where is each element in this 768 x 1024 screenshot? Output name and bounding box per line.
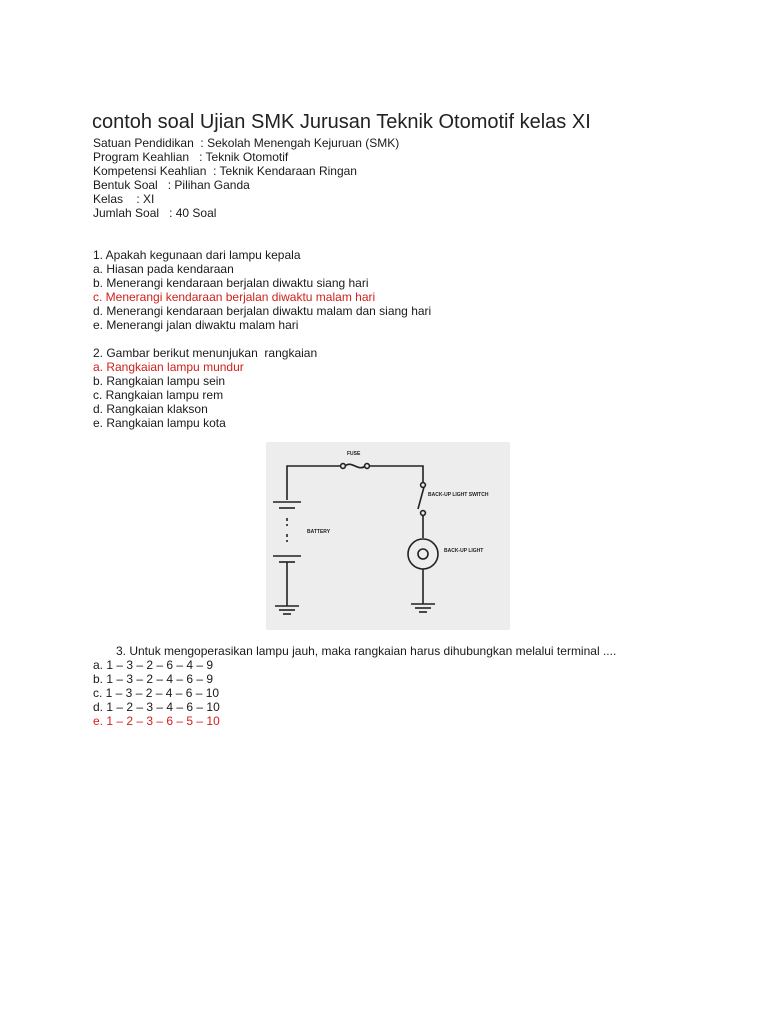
- battery-label: BATTERY: [307, 529, 331, 535]
- wire-top-right: [370, 466, 423, 482]
- switch-contact-top: [421, 483, 426, 488]
- circuit-svg: [266, 442, 510, 630]
- question-3: [93, 644, 616, 728]
- option-a-answer: a. Rangkaian lampu mundur: [93, 360, 244, 374]
- wire-top-left: [287, 466, 340, 500]
- question-stem: 3. Untuk mengoperasikan lampu jauh, maka rangkaian harus dihubungkan melalui terminal ....: [116, 644, 617, 658]
- option-d: d. 1 – 2 – 3 – 4 – 6 – 10: [93, 700, 220, 714]
- option-b: b. Menerangi kendaraan berjalan diwaktu siang hari: [93, 276, 369, 290]
- question-stem: 2. Gambar berikut menunjukan rangkaian: [93, 346, 318, 360]
- lamp-body: [408, 539, 438, 569]
- option-d: d. Rangkaian klakson: [93, 402, 208, 416]
- switch-contact-bottom: [421, 511, 426, 516]
- fuse-element: [345, 464, 365, 467]
- fuse-terminal-right: [365, 464, 370, 469]
- document-title: contoh soal Ujian SMK Jurusan Teknik Otomotif kelas XI: [92, 111, 591, 134]
- option-b: b. Rangkaian lampu sein: [93, 374, 226, 388]
- switch-label: BACK-UP LIGHT SWITCH: [428, 492, 489, 498]
- light-label: BACK-UP LIGHT: [444, 548, 484, 554]
- fuse-terminal-left: [341, 464, 346, 469]
- exam-info: [93, 136, 399, 220]
- option-d: d. Menerangi kendaraan berjalan diwaktu malam dan siang hari: [93, 304, 432, 318]
- option-e: e. Menerangi jalan diwaktu malam hari: [93, 318, 299, 332]
- question-2: [93, 346, 317, 430]
- question-1: [93, 248, 431, 332]
- option-b: b. 1 – 3 – 2 – 4 – 6 – 9: [93, 672, 214, 686]
- info-kelas: Kelas : XI: [93, 192, 155, 206]
- switch-blade: [418, 487, 424, 509]
- option-a: a. 1 – 3 – 2 – 6 – 4 – 9: [93, 658, 214, 672]
- option-a: a. Hiasan pada kendaraan: [93, 262, 234, 276]
- option-c: c. 1 – 3 – 2 – 4 – 6 – 10: [93, 686, 220, 700]
- option-e: e. Rangkaian lampu kota: [93, 416, 226, 430]
- info-kompetensi-keahlian: Kompetensi Keahlian : Teknik Kendaraan Ringan: [93, 164, 357, 178]
- option-e-answer: e. 1 – 2 – 3 – 6 – 5 – 10: [93, 714, 220, 728]
- info-jumlah-soal: Jumlah Soal : 40 Soal: [93, 206, 217, 220]
- lamp-filament: [418, 549, 428, 559]
- info-bentuk-soal: Bentuk Soal : Pilihan Ganda: [93, 178, 250, 192]
- backup-light-circuit-diagram: [266, 442, 510, 630]
- option-c-answer: c. Menerangi kendaraan berjalan diwaktu malam hari: [93, 290, 376, 304]
- info-program-keahlian: Program Keahlian : Teknik Otomotif: [93, 150, 289, 164]
- question-stem: 1. Apakah kegunaan dari lampu kepala: [93, 248, 301, 262]
- info-satuan-pendidikan: Satuan Pendidikan : Sekolah Menengah Kejuruan (SMK): [93, 136, 400, 150]
- fuse-label: FUSE: [347, 451, 361, 457]
- option-c: c. Rangkaian lampu rem: [93, 388, 224, 402]
